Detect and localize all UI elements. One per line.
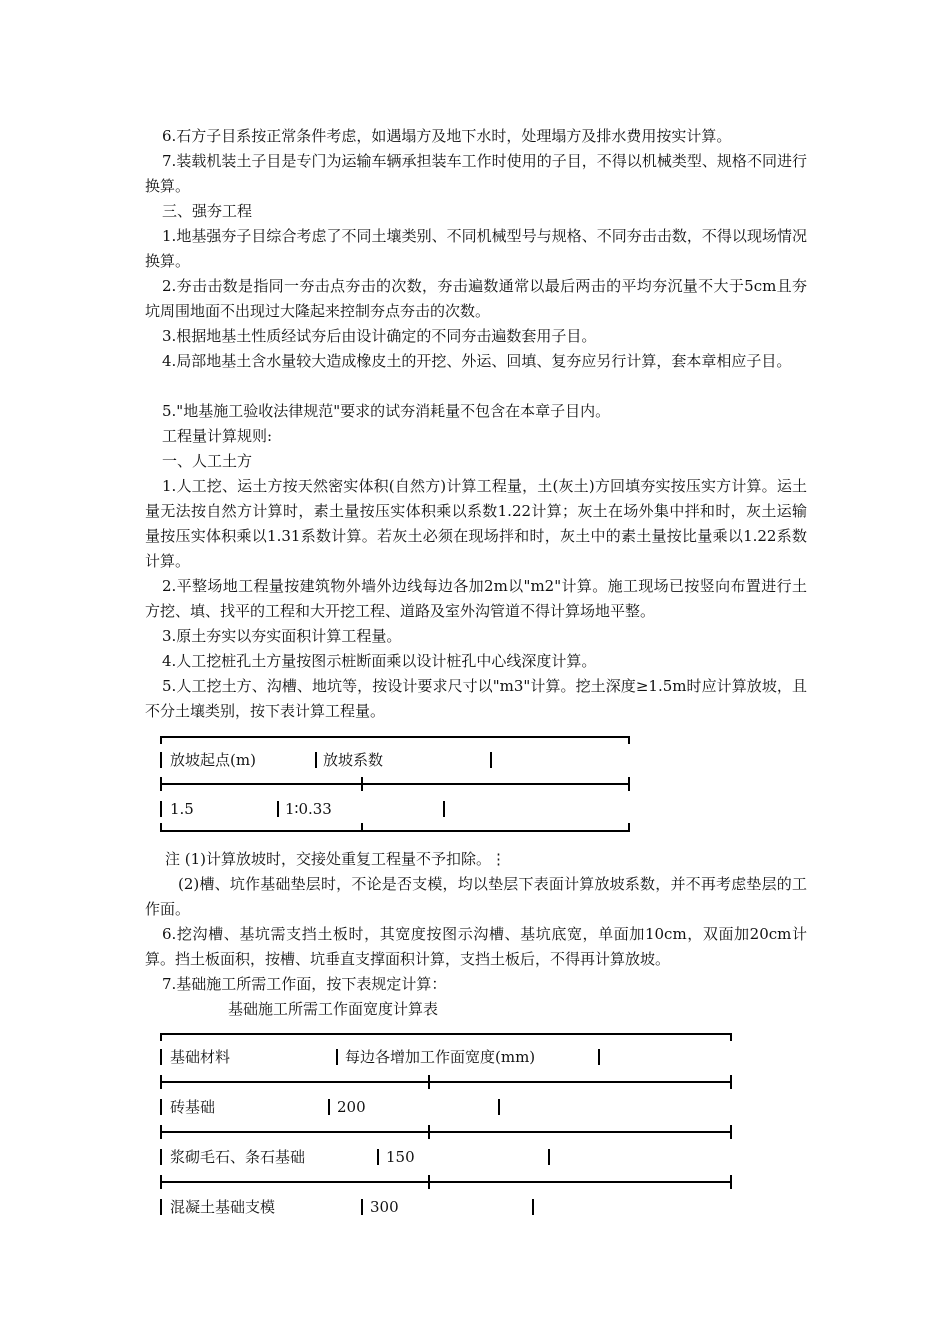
table-border xyxy=(628,823,630,832)
table-border xyxy=(628,736,630,744)
section-heading: 一、人工土方 xyxy=(162,452,253,470)
cell-border xyxy=(598,1049,600,1065)
table-divider xyxy=(160,783,630,785)
rule-item-6: 6.石方子目系按正常条件考虑，如遇塌方及地下水时，处理塌方及排水费用按实计算。 xyxy=(162,127,732,145)
table-border xyxy=(428,1125,430,1139)
table-cell: 砖基础 xyxy=(170,1098,216,1116)
cell-border xyxy=(532,1199,534,1215)
cell-border xyxy=(490,752,492,768)
table-border xyxy=(160,1175,162,1189)
note-1: 注 (1)计算放坡时，交接处重复工程量不予扣除。⋮ xyxy=(165,850,507,868)
table-cell: 300 xyxy=(370,1198,399,1216)
table-border xyxy=(160,1033,162,1041)
table-header-cell: 放坡系数 xyxy=(323,751,384,769)
table-border xyxy=(628,777,630,791)
table-border xyxy=(428,1175,430,1189)
table-header-cell: 放坡起点(m) xyxy=(170,751,256,769)
table-cell: 1.5 xyxy=(170,800,194,818)
table-cell: 混凝土基础支模 xyxy=(170,1198,276,1216)
cell-border xyxy=(277,801,279,817)
cell-border xyxy=(377,1149,379,1165)
cell-border xyxy=(160,1099,162,1115)
table-border xyxy=(730,1075,732,1089)
cell-border xyxy=(548,1149,550,1165)
calc-item-4: 4.人工挖桩孔土方量按图示桩断面乘以设计桩孔中心线深度计算。 xyxy=(162,652,597,670)
tamp-item-5: 5."地基施工验收法律规范"要求的试夯消耗量不包含在本章子目内。 xyxy=(162,402,611,420)
cell-border xyxy=(336,1049,338,1065)
section-heading: 三、强夯工程 xyxy=(162,202,253,220)
calc-rules-heading: 工程量计算规则: xyxy=(162,427,273,445)
table-border xyxy=(160,1075,162,1089)
table-border xyxy=(428,1075,430,1089)
calc-item-3: 3.原土夯实以夯实面积计算工程量。 xyxy=(162,627,402,645)
table-border xyxy=(160,823,162,832)
calc-item-2: 2.平整场地工程量按建筑物外墙外边线每边各加2m以"m2"计算。施工现场已按竖向布置进行土方挖、填、找平的工程和大开挖工程、道路及室外沟管道不得计算场地平整。 xyxy=(145,577,807,620)
calc-item-1: 1.人工挖、运土方按天然密实体积(自然方)计算工程量，土(灰土)方回填夯实按压实方计算。运土量无法按自然方计算时，素土量按压实体积乘以系数1.22计算；灰土在场外集中拌和时，灰土运输量按压实体积乘以1.31系数计算。若灰土必须在现场拌和时，灰土中的素土量按比量乘以1.22系数计算。 xyxy=(145,477,807,570)
table-divider xyxy=(160,1131,732,1133)
tamp-item-1: 1.地基强夯子目综合考虑了不同土壤类别、不同机械型号与规格、不同夯击击数，不得以现场情况换算。 xyxy=(145,227,807,270)
table-caption: 基础施工所需工作面宽度计算表 xyxy=(228,1000,439,1018)
table-header-cell: 每边各增加工作面宽度(mm) xyxy=(345,1048,536,1066)
note-2: (2)槽、坑作基础垫层时，不论是否支模，均以垫层下表面计算放坡系数，并不再考虑垫层的工作面。 xyxy=(145,875,807,918)
table-border xyxy=(361,823,363,832)
cell-border xyxy=(328,1099,330,1115)
table-border xyxy=(730,1125,732,1139)
calc-item-7: 7.基础施工所需工作面，按下表规定计算： xyxy=(162,975,447,993)
rule-item-7: 7.装载机装土子目是专门为运输车辆承担装车工作时使用的子目，不得以机械类型、规格不同进行换算。 xyxy=(145,152,807,195)
table-border xyxy=(730,1033,732,1041)
cell-border xyxy=(160,752,162,768)
table-cell: 1∶0.33 xyxy=(285,800,332,818)
table-border xyxy=(160,1033,732,1035)
table-cell: 150 xyxy=(386,1148,415,1166)
table-cell: 200 xyxy=(337,1098,366,1116)
tamp-item-2: 2.夯击击数是指同一夯击点夯击的次数，夯击遍数通常以最后两击的平均夯沉量不大于5cm且夯坑周围地面不出现过大隆起来控制夯点夯击的次数。 xyxy=(145,277,807,320)
calc-item-6: 6.挖沟槽、基坑需支挡土板时，其宽度按图示沟槽、基坑底宽，单面加10cm，双面加20cm计算。挡土板面积，按槽、坑垂直支撑面积计算，支挡土板后，不得再计算放坡。 xyxy=(145,925,807,968)
table-border xyxy=(160,736,162,744)
cell-border xyxy=(315,752,317,768)
cell-border xyxy=(443,801,445,817)
table-border xyxy=(160,1125,162,1139)
table-border xyxy=(160,736,630,738)
table-border xyxy=(730,1175,732,1189)
table-divider xyxy=(160,1181,732,1183)
table-border xyxy=(160,830,630,832)
table-border xyxy=(361,777,363,791)
table-cell: 浆砌毛石、条石基础 xyxy=(170,1148,306,1166)
table-border xyxy=(160,777,162,791)
cell-border xyxy=(498,1099,500,1115)
calc-item-5: 5.人工挖土方、沟槽、地坑等，按设计要求尺寸以"m3"计算。挖土深度≥1.5m时应计算放坡，且不分土壤类别，按下表计算工程量。 xyxy=(145,677,807,720)
cell-border xyxy=(160,1199,162,1215)
cell-border xyxy=(160,801,162,817)
cell-border xyxy=(361,1199,363,1215)
cell-border xyxy=(160,1149,162,1165)
tamp-item-3: 3.根据地基土性质经试夯后由设计确定的不同夯击遍数套用子目。 xyxy=(162,327,597,345)
tamp-item-4: 4.局部地基土含水量较大造成橡皮土的开挖、外运、回填、复夯应另行计算，套本章相应子目。 xyxy=(162,352,792,370)
table-header-cell: 基础材料 xyxy=(170,1048,231,1066)
cell-border xyxy=(160,1049,162,1065)
table-divider xyxy=(160,1081,732,1083)
